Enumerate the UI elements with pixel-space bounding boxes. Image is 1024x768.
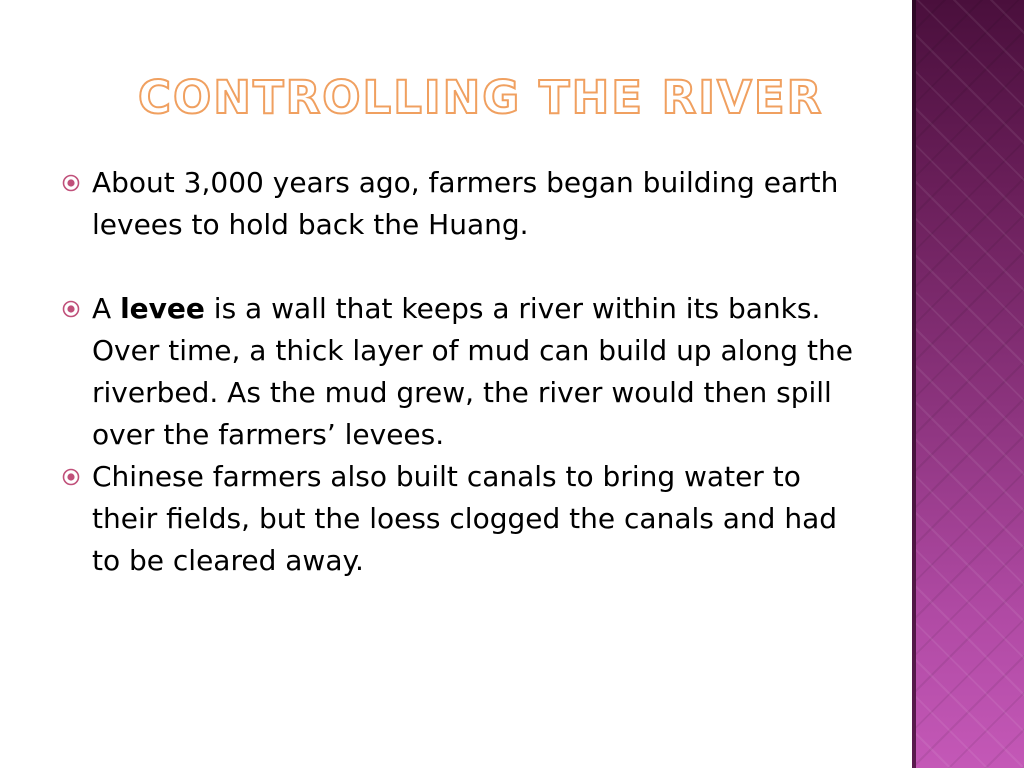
bullet-item <box>62 162 862 246</box>
decorative-side-band <box>912 0 1024 768</box>
bullet-text: About 3,000 years ago, farmers began building earth levees to hold back the Huang. <box>92 166 839 241</box>
circled-dot-icon <box>62 174 80 192</box>
bullet-text-suffix: is a wall that keeps a river within its banks. Over time, a thick layer of mud can build up along the riverbed. As the mud grew, the river would then spill over the farmers’ levees. <box>92 292 853 451</box>
circled-dot-icon <box>62 300 80 318</box>
bullet-item <box>62 456 862 582</box>
bullet-item <box>62 288 862 456</box>
slide-title: CONTROLLING THE RIVER <box>138 71 824 124</box>
circled-dot-icon <box>62 468 80 486</box>
slide-body <box>62 162 862 582</box>
bullet-text-prefix: A <box>92 292 121 325</box>
bullet-text: Chinese farmers also built canals to bring water to their fields, but the loess clogged the canals and had to be cleared away. <box>92 460 837 577</box>
bullet-term-levee: levee <box>120 292 205 325</box>
